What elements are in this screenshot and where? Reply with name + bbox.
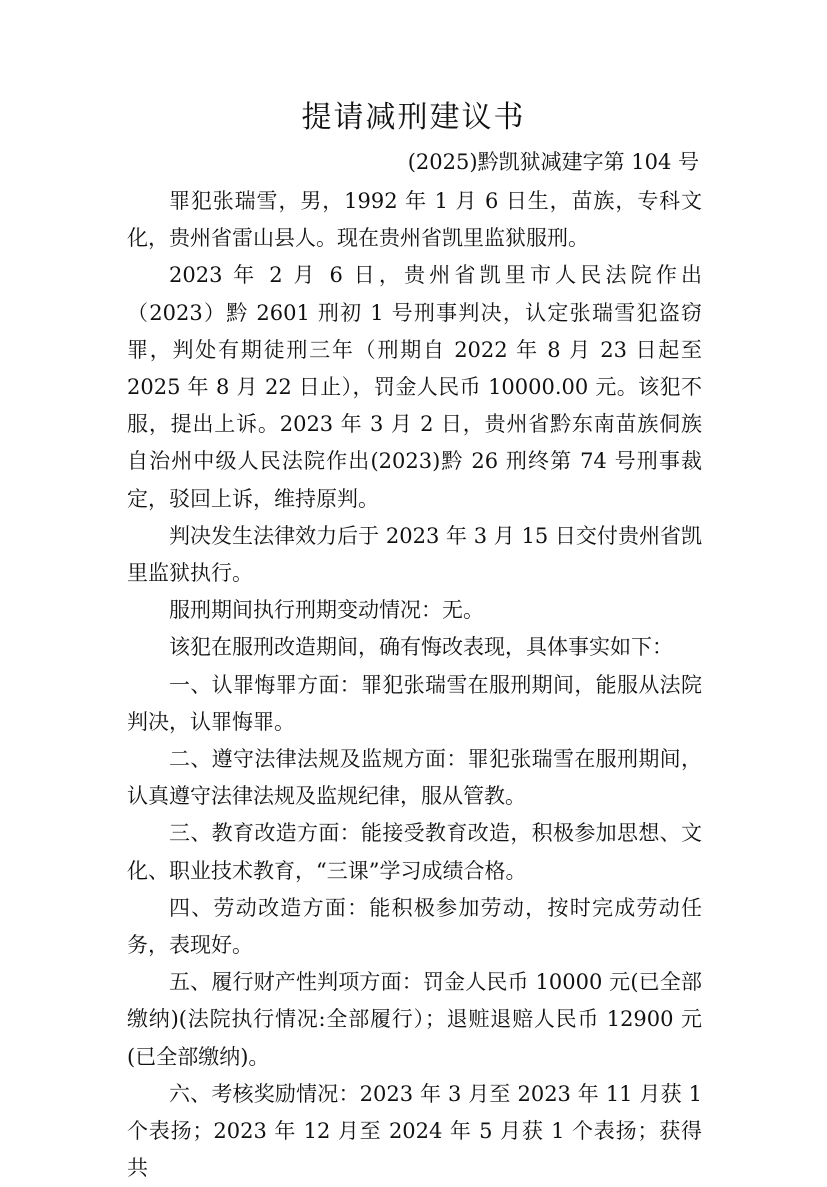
paragraph-awards: 六、考核奖励情况：2023 年 3 月至 2023 年 11 月获 1 个表扬；2023 年 12 月至 2024 年 5 月获 1 个表扬；获得共 xyxy=(127,1081,702,1181)
paragraph-obey-rules: 二、遵守法律法规及监规方面：罪犯张瑞雪在服刑期间，认真遵守法律法规及监规纪律，服从管教。 xyxy=(127,747,702,809)
paragraph-labor: 四、劳动改造方面：能积极参加劳动，按时完成劳动任务，表现好。 xyxy=(127,895,702,958)
paragraph-repentance-intro: 该犯在服刑改造期间，确有悔改表现，具体事实如下： xyxy=(169,635,673,660)
document-body xyxy=(127,183,702,1187)
document-number: (2025)黔凯狱减建字第 104 号 xyxy=(407,150,699,174)
document-title: 提请减刑建议书 xyxy=(301,100,526,135)
paragraph-criminal-info: 罪犯张瑞雪，男，1992 年 1 月 6 日生，苗族，专科文化，贵州省雷山县人。现在贵州省凯里监狱服刑。 xyxy=(127,189,702,251)
paragraph-admit-guilt: 一、认罪悔罪方面：罪犯张瑞雪在服刑期间，能服从法院判决，认罪悔罪。 xyxy=(127,672,702,734)
paragraph-education: 三、教育改造方面：能接受教育改造，积极参加思想、文化、职业技术教育，“三课”学习成绩合格。 xyxy=(127,821,702,883)
paragraph-sentence-changes: 服刑期间执行刑期变动情况：无。 xyxy=(169,598,484,623)
paragraph-judgment-history: 2023 年 2 月 6 日，贵州省凯里市人民法院作出（2023）黔 2601 刑初 1 号刑事判决，认定张瑞雪犯盗窃罪，判处有期徒刑三年（刑期自 2022 年 8 月 23 日起至 2025 年 8 月 22 日止），罚金人民币 10000.00 元。该犯不服，提出上诉。2023 年 3 月 2 日，贵州省黔东南苗族侗族自治州中级人民法院作出(2023)黔 26 刑终第 74 号刑事裁定，驳回上诉，维持原判。 xyxy=(127,263,702,511)
paragraph-property-judgment: 五、履行财产性判项方面：罚金人民币 10000 元(已全部缴纳)(法院执行情况:全部履行）；退赃退赔人民币 12900 元(已全部缴纳)。 xyxy=(127,970,702,1069)
paragraph-execution-handover: 判决发生法律效力后于 2023 年 3 月 15 日交付贵州省凯里监狱执行。 xyxy=(127,523,702,586)
